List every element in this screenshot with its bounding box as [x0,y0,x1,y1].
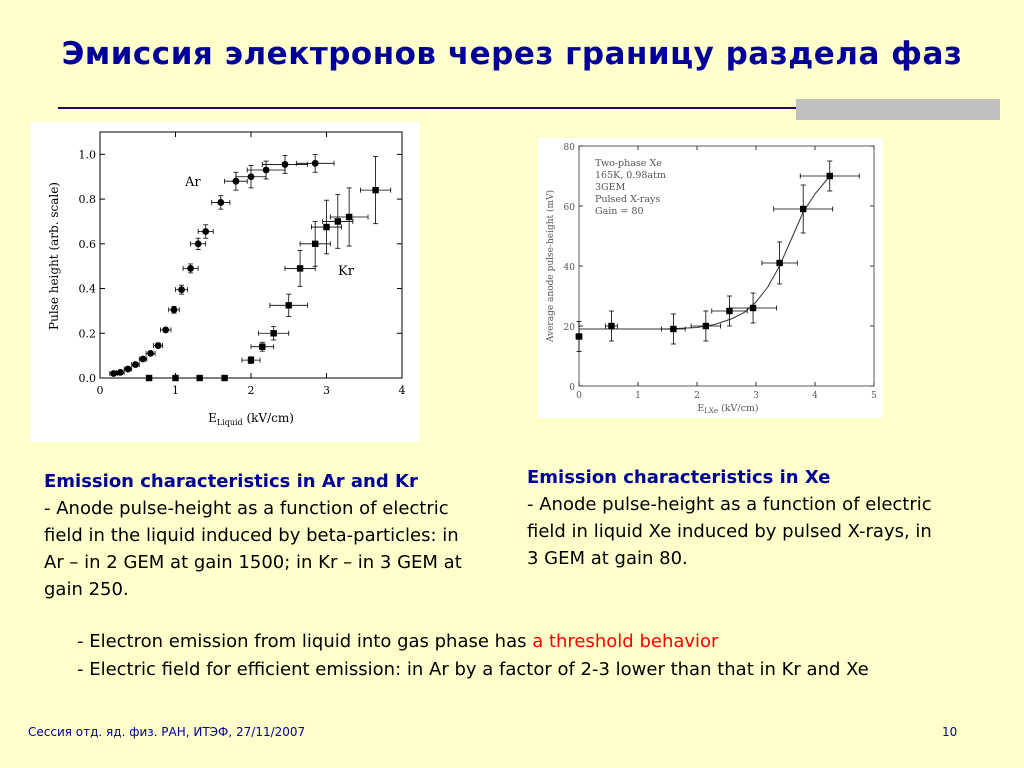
x-axis-label-sub: LXe [704,407,719,415]
x-tick-label: 0 [576,391,582,401]
caption-xe [527,464,947,572]
y-axis-label: Average anode pulse-height (mV) [546,189,556,343]
annotation-line: Gain = 80 [595,206,644,217]
x-axis-label-unit: (kV/cm) [242,411,294,425]
data-point [776,260,782,266]
data-point [110,370,117,377]
caption-heading: Emission characteristics in Xe [527,467,831,488]
data-point [140,356,147,363]
data-point [117,369,124,376]
x-axis-label-main: E [697,403,705,414]
highlight-text: a threshold behavior [532,631,719,652]
x-axis-label [697,403,758,415]
x-tick-label: 2 [694,391,700,401]
y-tick-label: 20 [563,323,575,333]
data-point [248,357,254,363]
data-point [221,375,227,381]
data-point [196,375,202,381]
y-tick-label: 80 [563,143,575,153]
conclusion-line-1 [77,628,957,656]
data-point [750,305,756,311]
series-label-ar: Ar [185,175,201,190]
y-tick-label: 0.6 [78,237,96,251]
title-decoration-block [796,99,1000,120]
data-point [202,228,209,235]
data-point [162,327,169,334]
x-axis-label-unit: (kV/cm) [718,403,759,414]
data-point [171,306,178,313]
conclusion-text: - Electron emission from liquid into gas phase has [77,631,533,652]
data-point [187,265,194,272]
data-point [703,323,709,329]
annotation-line: Pulsed X-rays [595,194,661,205]
x-tick-label: 4 [812,391,818,401]
series-label-kr: Kr [338,264,354,279]
data-point [286,302,292,308]
data-point [147,350,154,357]
data-point [312,241,318,247]
y-tick-label: 0.2 [78,327,96,341]
y-tick-label: 0.4 [78,282,96,296]
x-axis-label-main: E [208,411,217,425]
data-point [312,160,319,167]
chart-ar-kr-svg [30,122,420,442]
data-point [608,323,614,329]
x-axis-label [208,411,294,427]
chart-xe [538,138,883,418]
x-tick-label: 3 [753,391,759,401]
y-tick-label: 1.0 [78,148,96,162]
data-point [259,343,265,349]
y-tick-label: 0 [569,383,575,393]
data-point [125,366,132,373]
caption-body: - Anode pulse-height as a function of electric field in liquid Xe induced by pulsed X-rays, in 3 GEM at gain 80. [527,494,932,569]
x-tick-label: 1 [635,391,641,401]
data-point [195,240,202,247]
chart-xe-svg [538,138,883,418]
data-point [335,218,341,224]
data-point [576,333,582,339]
data-point [146,375,152,381]
data-point [800,206,806,212]
x-tick-label: 2 [247,384,255,397]
footer-text: Сессия отд. яд. физ. РАН, ИТЭФ, 27/11/2007 [28,725,306,739]
data-point [132,361,139,368]
data-point [178,286,185,293]
data-point [670,326,676,332]
x-tick-label: 0 [96,384,104,397]
data-point [155,342,162,349]
data-point [372,187,378,193]
data-point [263,167,270,174]
conclusion-line-2: - Electric field for efficient emission: in Ar by a factor of 2-3 lower than that in Kr and Xe [77,659,869,680]
conclusions [77,628,957,684]
data-point [282,161,289,168]
y-tick-label: 0.0 [78,372,96,385]
chart-ar-kr [30,122,420,442]
data-point [217,199,224,206]
annotation-line: Two-phase Xe [595,158,662,169]
data-point [827,173,833,179]
y-tick-label: 40 [563,263,575,273]
annotation-line: 3GEM [595,182,626,193]
x-tick-label: 3 [323,384,330,397]
y-axis-label: Pulse height (arb. scale) [47,182,61,330]
data-point [297,265,303,271]
data-point [270,330,276,336]
caption-body: - Anode pulse-height as a function of electric field in the liquid induced by beta-particles: in Ar – in 2 GEM at gain 1500; in Kr – in 3 GEM at gain 250. [44,498,462,600]
data-point [172,375,178,381]
data-point [346,214,352,220]
x-tick-label: 5 [871,391,877,401]
annotation-line: 165K, 0.98atm [595,170,666,181]
caption-heading: Emission characteristics in Ar and Kr [44,471,418,492]
x-tick-label: 1 [172,384,179,397]
data-point [323,224,329,230]
x-tick-label: 4 [398,384,406,397]
slide-title: Эмиссия электронов через границу раздела фаз [61,36,963,72]
caption-ar-kr [44,468,474,603]
data-point [248,173,255,180]
page-number: 10 [942,725,958,739]
y-tick-label: 60 [563,203,575,213]
y-tick-label: 0.8 [78,193,96,207]
x-axis-label-sub: Liquid [216,418,243,427]
